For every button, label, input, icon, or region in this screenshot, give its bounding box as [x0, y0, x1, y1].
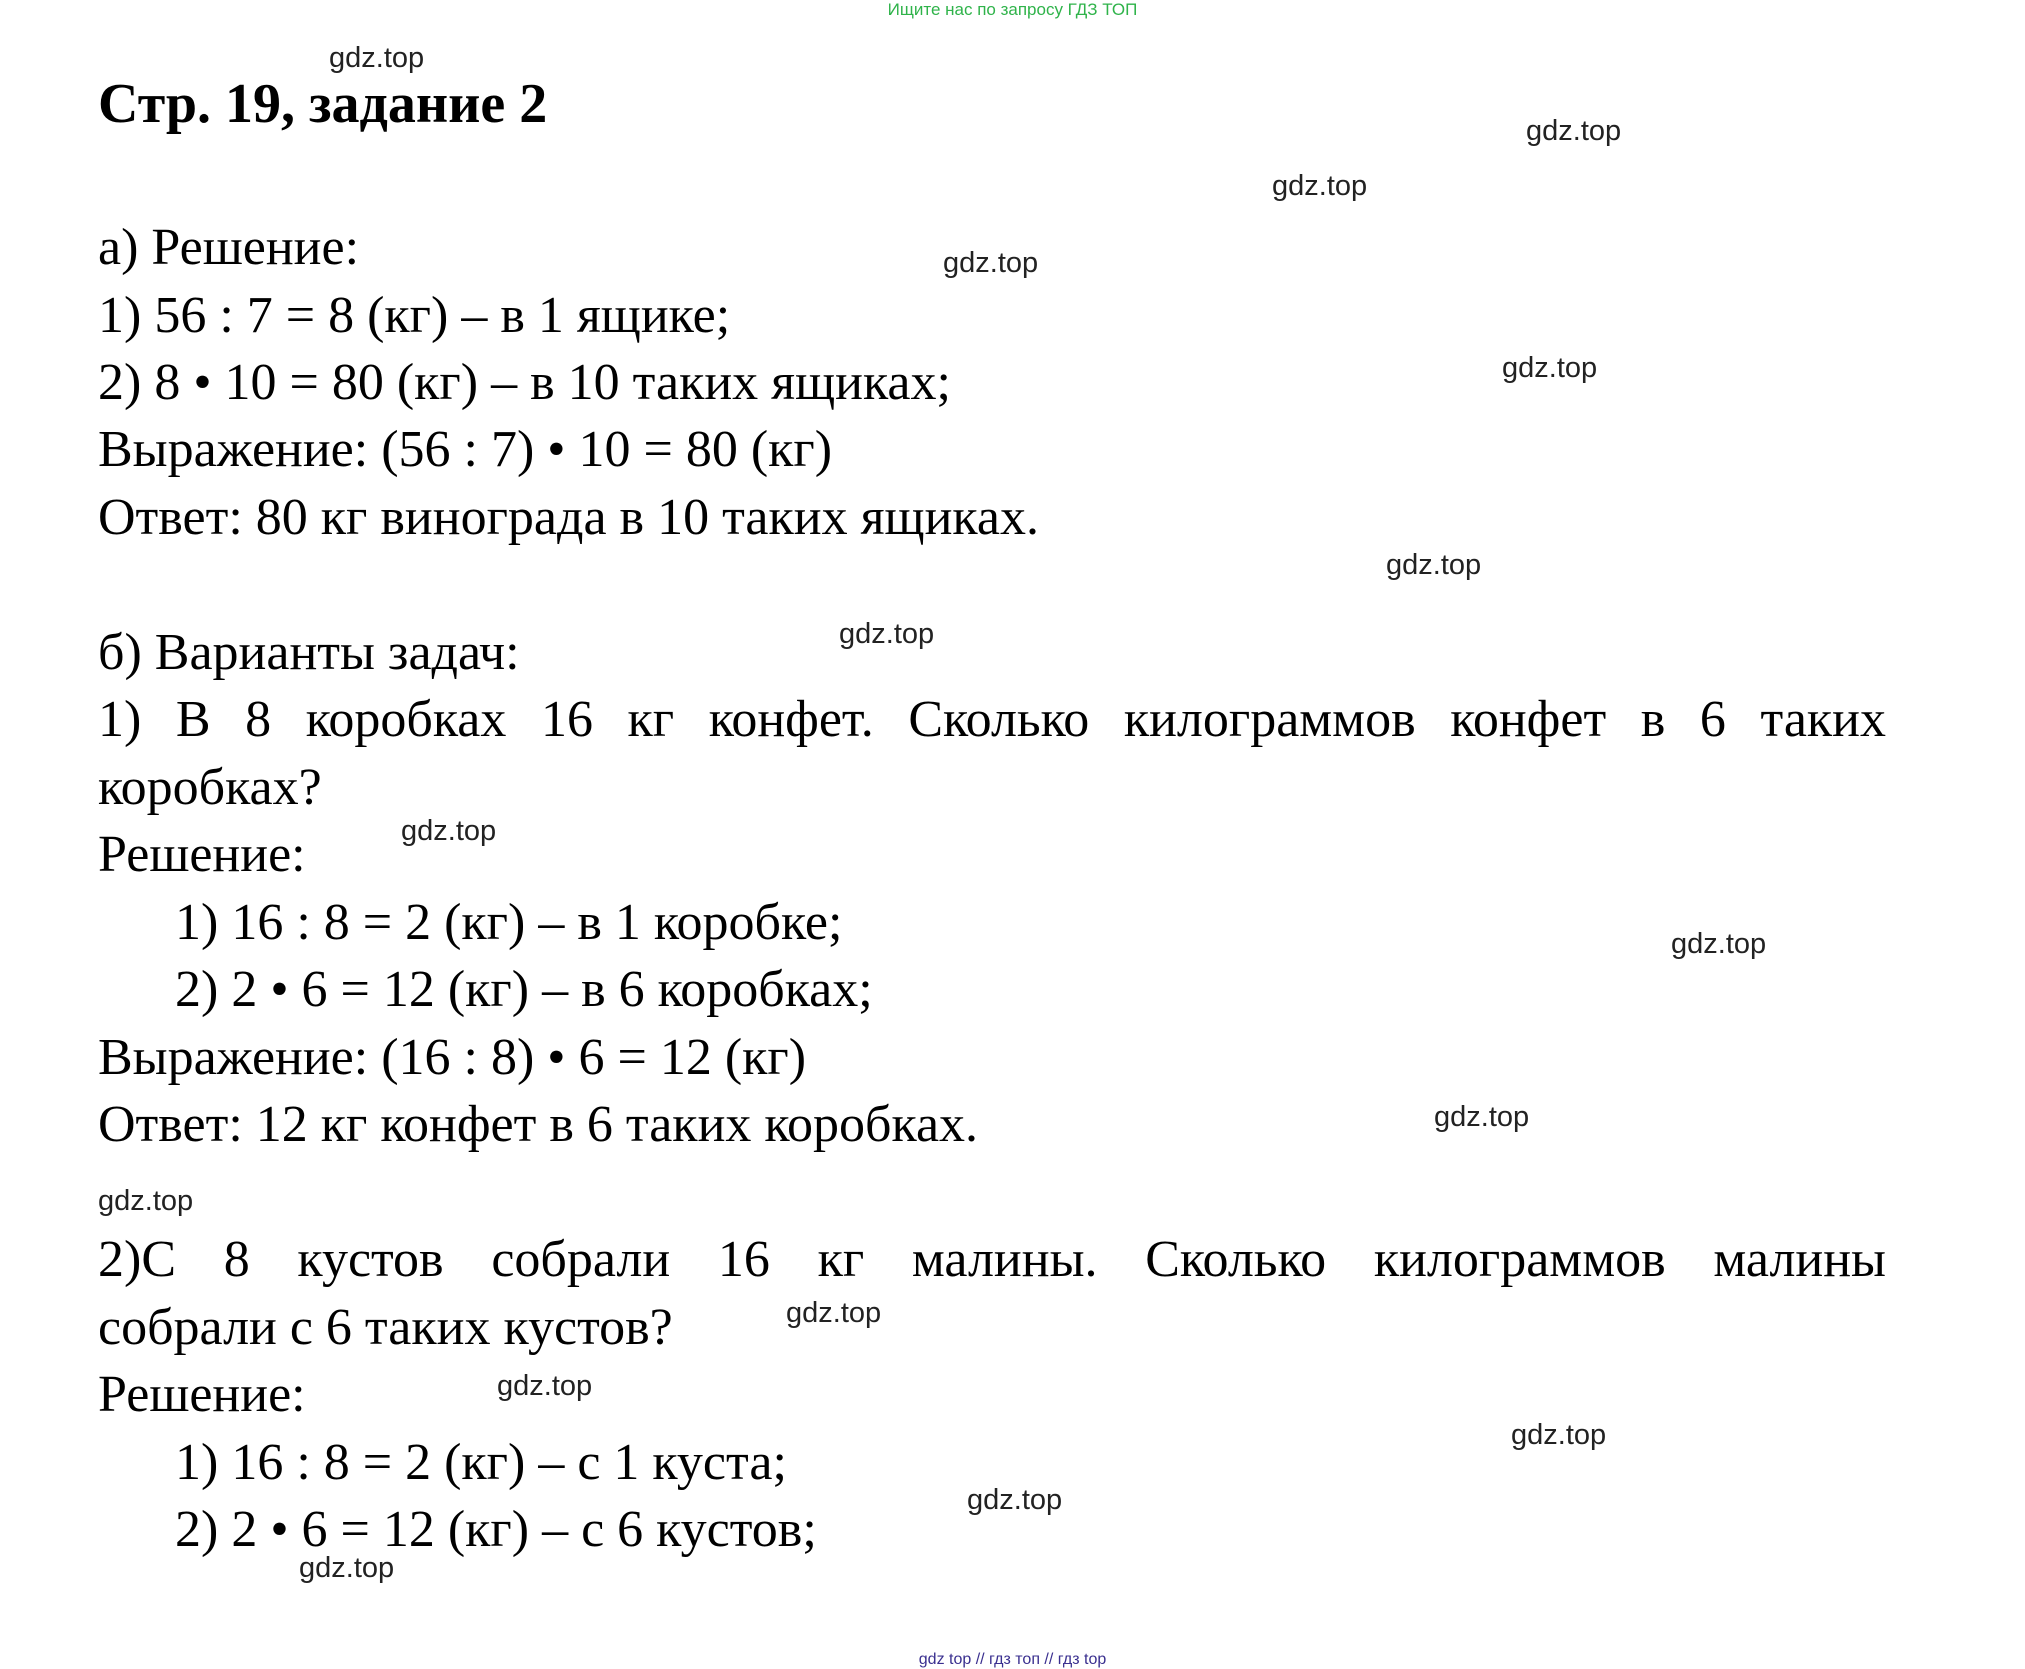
task-2-text-line-2: собрали с 6 таких кустов?: [98, 1299, 673, 1356]
watermark: gdz.top: [98, 1185, 194, 1217]
task-1-expression: Выражение: (16 : 8) • 6 = 12 (кг): [98, 1029, 807, 1086]
watermark: gdz.top: [1502, 352, 1598, 384]
watermark: gdz.top: [943, 247, 1039, 279]
watermark: gdz.top: [329, 42, 425, 74]
part-a-expression: Выражение: (56 : 7) • 10 = 80 (кг): [98, 421, 833, 478]
watermark: gdz.top: [1434, 1101, 1530, 1133]
part-a-step-2: 2) 8 • 10 = 80 (кг) – в 10 таких ящиках;: [98, 354, 951, 411]
watermark: gdz.top: [786, 1297, 882, 1329]
part-a-answer: Ответ: 80 кг винограда в 10 таких ящиках.: [98, 489, 1039, 546]
part-a-step-1: 1) 56 : 7 = 8 (кг) – в 1 ящике;: [98, 287, 731, 344]
page-title: Стр. 19, задание 2: [98, 73, 548, 135]
watermark: gdz.top: [1526, 115, 1622, 147]
top-banner: Ищите нас по запросу ГДЗ ТОП: [887, 0, 1138, 19]
part-a-heading: а) Решение:: [98, 219, 360, 276]
watermark: gdz.top: [401, 815, 497, 847]
task-2-step-1: 1) 16 : 8 = 2 (кг) – с 1 куста;: [175, 1434, 787, 1491]
watermark: gdz.top: [839, 618, 935, 650]
watermark: gdz.top: [299, 1552, 395, 1584]
watermark: gdz.top: [1671, 928, 1767, 960]
watermark: gdz.top: [1511, 1419, 1607, 1451]
part-b-heading: б) Варианты задач:: [98, 624, 520, 681]
task-1-answer: Ответ: 12 кг конфет в 6 таких коробках.: [98, 1096, 979, 1153]
watermark: gdz.top: [497, 1370, 593, 1402]
watermark: gdz.top: [967, 1484, 1063, 1516]
task-2-text-line-1: 2)С 8 кустов собрали 16 кг малины. Сколько килограммов малины: [98, 1231, 1886, 1288]
watermark: gdz.top: [1272, 170, 1368, 202]
task-1-step-2: 2) 2 • 6 = 12 (кг) – в 6 коробках;: [175, 961, 873, 1018]
task-2-solution-label: Решение:: [98, 1366, 306, 1423]
task-1-text-line-2: коробках?: [98, 759, 322, 816]
footer: gdz top // гдз топ // гдз top: [918, 1651, 1107, 1668]
task-1-solution-label: Решение:: [98, 826, 306, 883]
task-1-text-line-1: 1) В 8 коробках 16 кг конфет. Сколько килограммов конфет в 6 таких: [98, 691, 1886, 748]
watermark: gdz.top: [1386, 549, 1482, 581]
task-1-step-1: 1) 16 : 8 = 2 (кг) – в 1 коробке;: [175, 894, 843, 951]
task-2-step-2: 2) 2 • 6 = 12 (кг) – с 6 кустов;: [175, 1501, 817, 1558]
